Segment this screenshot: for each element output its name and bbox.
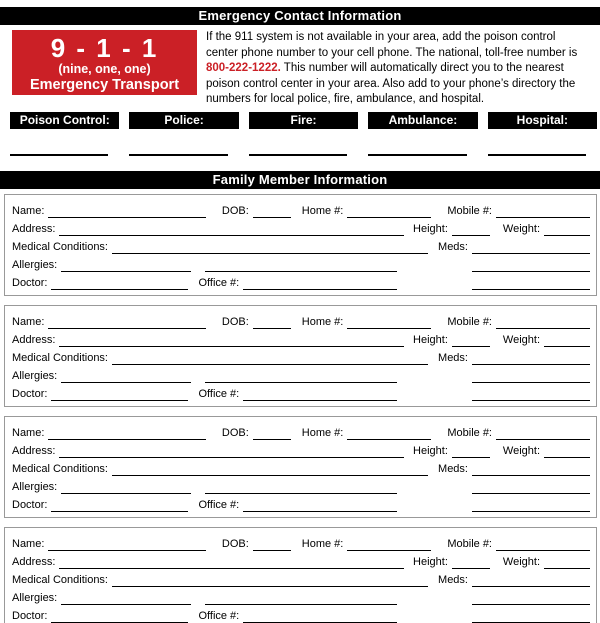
name-label: Name:: [12, 427, 45, 439]
name-label: Name:: [12, 205, 45, 217]
doctor-input-line[interactable]: [51, 610, 188, 623]
family-member-block: [4, 194, 597, 296]
weight-input-line[interactable]: [544, 223, 590, 236]
mobile-phone-input-line[interactable]: [496, 205, 590, 218]
dob-label: DOB:: [221, 427, 249, 439]
member-name-row: [12, 311, 590, 329]
allergies-input-line[interactable]: [61, 259, 191, 272]
doctor-input-line[interactable]: [51, 499, 188, 512]
weight-label: Weight:: [502, 223, 540, 235]
meds-label: Meds:: [438, 463, 468, 475]
height-label: Height:: [413, 445, 448, 457]
home-phone-input-line[interactable]: [347, 427, 431, 440]
dob-input-line[interactable]: [253, 427, 291, 440]
medical-conditions-input-line[interactable]: [112, 574, 428, 587]
dob-input-line[interactable]: [253, 316, 291, 329]
height-input-line[interactable]: [452, 445, 490, 458]
meds-label: Meds:: [438, 241, 468, 253]
member-allergies-row: [12, 254, 590, 272]
weight-input-line[interactable]: [544, 445, 590, 458]
doctor-input-line[interactable]: [51, 277, 188, 290]
poison-control-instructions: [206, 30, 590, 105]
member-medical-row: [12, 569, 590, 587]
hospital-input-line[interactable]: [488, 154, 586, 156]
intro-section: [12, 30, 590, 109]
meds-extra-input-line-1[interactable]: [472, 481, 590, 494]
weight-input-line[interactable]: [544, 556, 590, 569]
call-911-caption: Emergency Transport System: [29, 77, 180, 109]
dob-label: DOB:: [221, 205, 249, 217]
address-label: Address:: [12, 556, 56, 568]
family-member-block: [4, 305, 597, 407]
weight-label: Weight:: [502, 334, 540, 346]
doctor-label: Doctor:: [12, 610, 48, 622]
meds-extra-input-line-2[interactable]: [472, 499, 590, 512]
meds-extra-input-line-2[interactable]: [472, 277, 590, 290]
name-input-line[interactable]: [48, 205, 205, 218]
doctor-input-line[interactable]: [51, 388, 188, 401]
home-phone-input-line[interactable]: [347, 538, 431, 551]
allergies-extra-input-line[interactable]: [205, 592, 397, 605]
allergies-extra-input-line[interactable]: [205, 259, 397, 272]
address-label: Address:: [12, 334, 56, 346]
dob-input-line[interactable]: [253, 538, 291, 551]
member-medical-row: [12, 236, 590, 254]
allergies-input-line[interactable]: [61, 481, 191, 494]
member-address-row: [12, 218, 590, 236]
name-input-line[interactable]: [48, 316, 205, 329]
member-name-row: [12, 533, 590, 551]
height-input-line[interactable]: [452, 223, 490, 236]
meds-input-line[interactable]: [472, 574, 590, 587]
member-doctor-row: [12, 272, 590, 290]
meds-extra-input-line-2[interactable]: [472, 610, 590, 623]
height-input-line[interactable]: [452, 334, 490, 347]
member-name-row: [12, 200, 590, 218]
instructions-text-before: If the 911 system is not available in your area, add the poison control center phone number to your cell phone. The national, toll-free number is: [206, 31, 578, 59]
name-input-line[interactable]: [48, 427, 205, 440]
allergies-label: Allergies:: [12, 592, 58, 604]
emergency-contact-labels-row: [10, 112, 597, 129]
fire-input-line[interactable]: [249, 154, 347, 156]
police-input-line[interactable]: [129, 154, 227, 156]
emergency-section-header: [0, 7, 600, 25]
family-section-header: [0, 171, 600, 189]
meds-extra-input-line-1[interactable]: [472, 259, 590, 272]
meds-input-line[interactable]: [472, 241, 590, 254]
member-address-row: [12, 329, 590, 347]
doctor-label: Doctor:: [12, 277, 48, 289]
allergies-label: Allergies:: [12, 370, 58, 382]
office-phone-label: Office #:: [198, 610, 240, 622]
weight-label: Weight:: [502, 556, 540, 568]
meds-input-line[interactable]: [472, 352, 590, 365]
home-phone-label: Home #:: [301, 316, 344, 328]
name-input-line[interactable]: [48, 538, 205, 551]
medical-conditions-label: Medical Conditions:: [12, 352, 108, 364]
member-medical-row: [12, 347, 590, 365]
contact-label-police: Police:: [129, 112, 238, 129]
meds-input-line[interactable]: [472, 463, 590, 476]
medical-conditions-input-line[interactable]: [112, 463, 428, 476]
medical-conditions-label: Medical Conditions:: [12, 574, 108, 586]
mobile-phone-input-line[interactable]: [496, 427, 590, 440]
office-phone-input-line[interactable]: [243, 277, 397, 290]
medical-conditions-input-line[interactable]: [112, 241, 428, 254]
name-label: Name:: [12, 316, 45, 328]
call-911-number: 9 - 1 - 1: [50, 33, 159, 63]
member-doctor-row: [12, 494, 590, 512]
member-allergies-row: [12, 587, 590, 605]
family-member-block: [4, 527, 597, 623]
meds-extra-input-line-2[interactable]: [472, 388, 590, 401]
address-input-line[interactable]: [59, 223, 404, 236]
medical-conditions-label: Medical Conditions:: [12, 463, 108, 475]
allergies-label: Allergies:: [12, 481, 58, 493]
allergies-extra-input-line[interactable]: [205, 370, 397, 383]
office-phone-label: Office #:: [198, 388, 240, 400]
height-input-line[interactable]: [452, 556, 490, 569]
dob-label: DOB:: [221, 316, 249, 328]
mobile-phone-input-line[interactable]: [496, 538, 590, 551]
home-phone-label: Home #:: [301, 538, 344, 550]
weight-input-line[interactable]: [544, 334, 590, 347]
address-label: Address:: [12, 445, 56, 457]
office-phone-input-line[interactable]: [243, 499, 397, 512]
office-phone-label: Office #:: [198, 499, 240, 511]
family-member-block: [4, 416, 597, 518]
call-911-subtitle: (nine, one, one): [58, 62, 151, 76]
address-input-line[interactable]: [59, 556, 404, 569]
mobile-phone-label: Mobile #:: [447, 427, 492, 439]
home-phone-input-line[interactable]: [347, 316, 431, 329]
emergency-contact-lines-row: [10, 154, 597, 157]
office-phone-label: Office #:: [198, 277, 240, 289]
doctor-label: Doctor:: [12, 388, 48, 400]
ambulance-input-line[interactable]: [368, 154, 466, 156]
member-address-row: [12, 551, 590, 569]
medical-conditions-input-line[interactable]: [112, 352, 428, 365]
mobile-phone-label: Mobile #:: [447, 205, 492, 217]
address-input-line[interactable]: [59, 334, 404, 347]
allergies-extra-input-line[interactable]: [205, 481, 397, 494]
contact-label-fire: Fire:: [249, 112, 358, 129]
member-allergies-row: [12, 476, 590, 494]
home-phone-label: Home #:: [301, 205, 344, 217]
address-input-line[interactable]: [59, 445, 404, 458]
allergies-input-line[interactable]: [61, 370, 191, 383]
member-allergies-row: [12, 365, 590, 383]
office-phone-input-line[interactable]: [243, 388, 397, 401]
height-label: Height:: [413, 223, 448, 235]
member-doctor-row: [12, 383, 590, 401]
name-label: Name:: [12, 538, 45, 550]
allergies-input-line[interactable]: [61, 592, 191, 605]
instructions-text-after: This number will automatically direct you to the nearest poison control center in your area. Also add to your phone’s directory the numbers for local police, fire, ambulance, and hospital.: [206, 62, 576, 105]
member-name-row: [12, 422, 590, 440]
family-section-title: Family Member Information: [212, 172, 388, 187]
mobile-phone-input-line[interactable]: [496, 316, 590, 329]
weight-label: Weight:: [502, 445, 540, 457]
doctor-label: Doctor:: [12, 499, 48, 511]
office-phone-input-line[interactable]: [243, 610, 397, 623]
dob-label: DOB:: [221, 538, 249, 550]
dob-input-line[interactable]: [253, 205, 291, 218]
meds-extra-input-line-1[interactable]: [472, 370, 590, 383]
contact-label-poison-control: Poison Control:: [10, 112, 119, 129]
meds-extra-input-line-1[interactable]: [472, 592, 590, 605]
home-phone-input-line[interactable]: [347, 205, 431, 218]
call-911-box: [12, 30, 197, 109]
medical-conditions-label: Medical Conditions:: [12, 241, 108, 253]
height-label: Height:: [413, 556, 448, 568]
poison-control-phone-number: 800-222-1222.: [206, 62, 281, 74]
contact-label-hospital: Hospital:: [488, 112, 597, 129]
meds-label: Meds:: [438, 352, 468, 364]
emergency-section-title: Emergency Contact Information: [198, 8, 402, 23]
address-label: Address:: [12, 223, 56, 235]
height-label: Height:: [413, 334, 448, 346]
member-medical-row: [12, 458, 590, 476]
mobile-phone-label: Mobile #:: [447, 538, 492, 550]
mobile-phone-label: Mobile #:: [447, 316, 492, 328]
member-doctor-row: [12, 605, 590, 623]
home-phone-label: Home #:: [301, 427, 344, 439]
member-address-row: [12, 440, 590, 458]
family-members-list: [0, 194, 600, 623]
allergies-label: Allergies:: [12, 259, 58, 271]
contact-label-ambulance: Ambulance:: [368, 112, 477, 129]
poison-control-input-line[interactable]: [10, 154, 108, 156]
meds-label: Meds:: [438, 574, 468, 586]
